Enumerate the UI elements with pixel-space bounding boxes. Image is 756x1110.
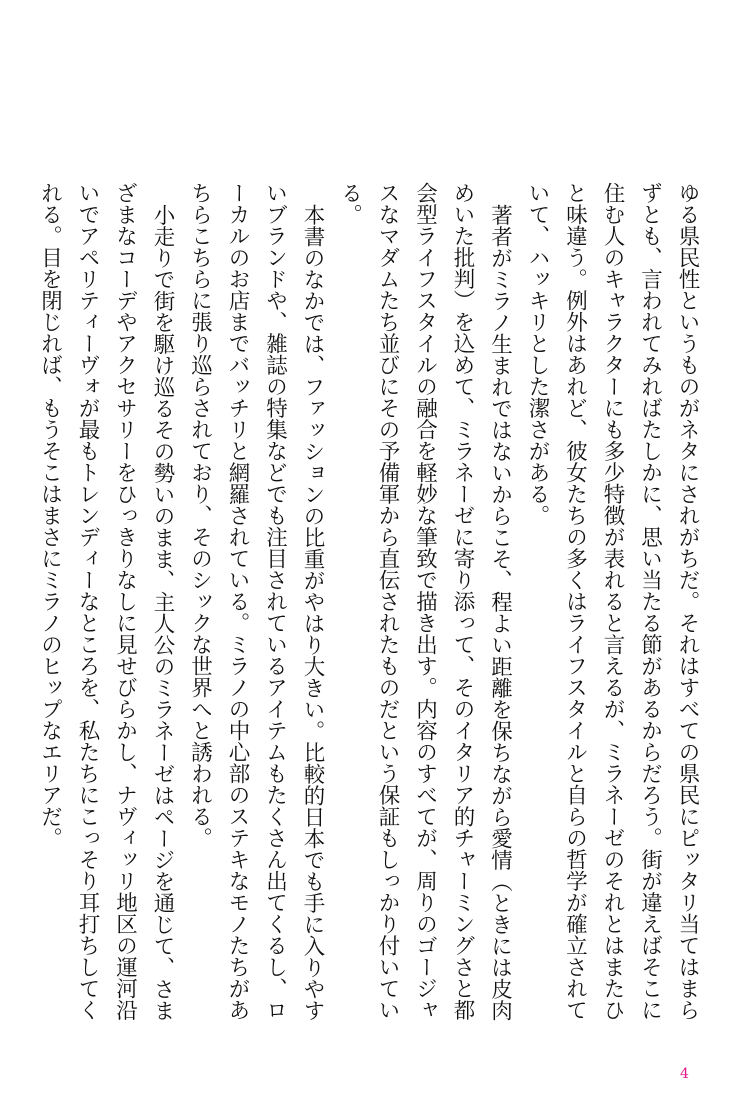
paragraph-2: 著者がミラノ生まれではないからこそ、程よい距離を保ちながら愛情（ときには皮肉めいた批判）を込めて、ミラネーゼに寄り添って、そのイタリア的チャーミングさと都会型ライフスタイルの融合を軽妙な筆致で描き出す。内容のすべてが、周りのゴージャスなマダムたち並びにその予備軍から直伝されたものだという保証もしっかり付いている。 (337, 182, 513, 1021)
paragraph-1: ゆる県民性というものがネタにされがちだ。それはすべての県民にピッタリ当てはまらずとも、言われてみればたしかに、思い当たる節があるからだろう。街が違えばそこに住む人のキャラクターにも多少特徴が表れると言えるが、ミラネーゼのそれとはまたひと味違う。例外はあれど、彼女たちの多くはライフスタイルと自らの哲学が確立されていて、ハッキリとした潔さがある。 (525, 182, 700, 1021)
page-number: 4 (680, 1066, 689, 1082)
paragraph-4: 小走りで街を駆け巡るその勢いのまま、主人公のミラネーゼはページを通じて、さまざまなコーデやアクセサリーをひっきりなしに見せびらかし、ナヴィッリ地区の運河沿いでアペリティーヴォが最もトレンディーなところを、私たちにこっそり耳打ちしてくれる。目を閉じれば、もうそこはまさにミラノのヒップなエリアだ。 (37, 182, 175, 1021)
body-text (37, 182, 706, 1028)
paragraph-3: 本書のなかでは、ファッションの比重がやはり大きい。比較的日本でも手に入りやすいブランドや、雑誌の特集などでも注目されているアイテムもたくさん出てくるし、ローカルのお店までバッチリと網羅されている。ミラノの中心部のステキなモノたちがあちらこちらに張り巡らされており、そのシックな世界へと誘われる。 (187, 182, 325, 1021)
